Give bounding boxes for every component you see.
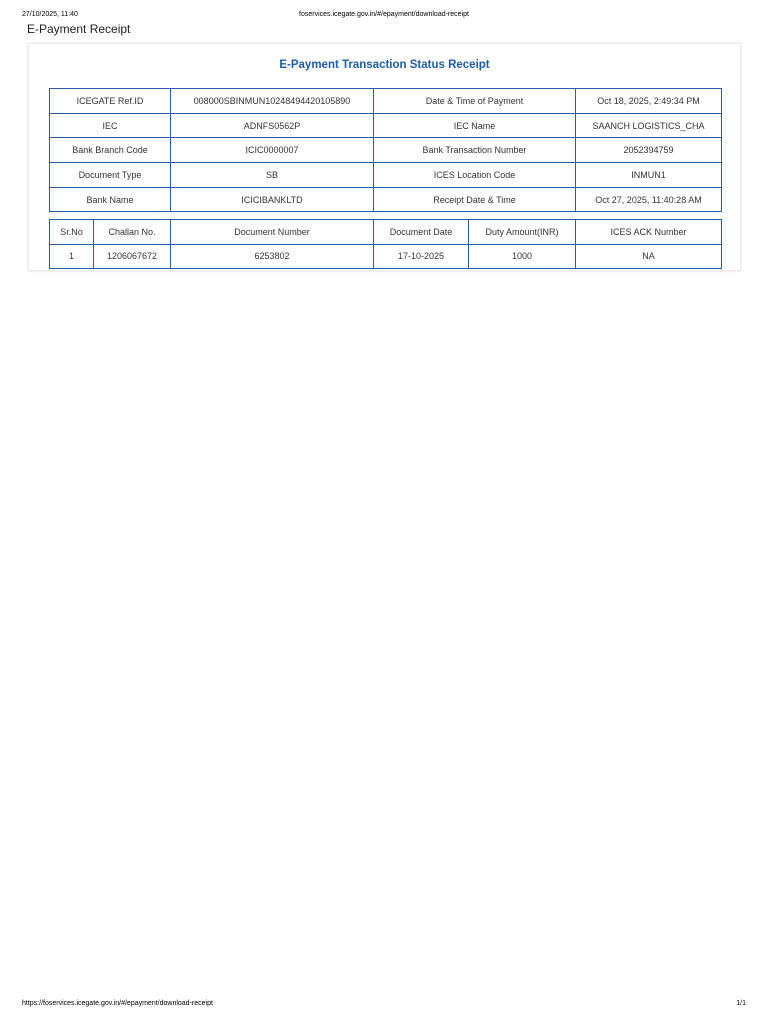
table-cell: NA (576, 244, 722, 269)
info-label: Receipt Date & Time (374, 187, 576, 212)
info-label: Bank Branch Code (50, 138, 171, 163)
column-header: Document Date (374, 220, 469, 245)
info-row (50, 89, 722, 114)
table-cell: 1206067672 (94, 244, 171, 269)
info-row (50, 187, 722, 212)
info-value: Oct 27, 2025, 11:40:28 AM (576, 187, 722, 212)
print-footer (22, 1000, 746, 1010)
transaction-table (49, 219, 722, 269)
receipt-card (28, 43, 741, 271)
print-footer-url: https://foservices.icegate.gov.in/#/epayment/download-receipt (22, 1000, 213, 1007)
info-row (50, 163, 722, 188)
info-label: Bank Transaction Number (374, 138, 576, 163)
table-cell: 17-10-2025 (374, 244, 469, 269)
print-header (22, 11, 746, 23)
page-title: E-Payment Receipt (27, 22, 131, 36)
info-value: ADNFS0562P (171, 113, 374, 138)
column-header: Duty Amount(INR) (469, 220, 576, 245)
info-row (50, 138, 722, 163)
print-datetime: 27/10/2025, 11:40 (22, 11, 78, 18)
info-value: 008000SBINMUN10248494420105890 (171, 89, 374, 114)
info-label: Document Type (50, 163, 171, 188)
column-header: ICES ACK Number (576, 220, 722, 245)
info-value: SAANCH LOGISTICS_CHA (576, 113, 722, 138)
info-value: INMUN1 (576, 163, 722, 188)
print-url: foservices.icegate.gov.in/#/epayment/download-receipt (299, 11, 469, 18)
page-number: 1/1 (736, 1000, 746, 1007)
column-header: Challan No. (94, 220, 171, 245)
table-cell: 1000 (469, 244, 576, 269)
transaction-header-row (50, 220, 722, 245)
info-label: IEC Name (374, 113, 576, 138)
column-header: Sr.No (50, 220, 94, 245)
info-label: Date & Time of Payment (374, 89, 576, 114)
receipt-info-table (49, 88, 722, 212)
info-label: IEC (50, 113, 171, 138)
table-row (50, 244, 722, 269)
table-cell: 1 (50, 244, 94, 269)
info-label: Bank Name (50, 187, 171, 212)
info-value: SB (171, 163, 374, 188)
info-label: ICES Location Code (374, 163, 576, 188)
info-row (50, 113, 722, 138)
info-value: 2052394759 (576, 138, 722, 163)
info-value: Oct 18, 2025, 2:49:34 PM (576, 89, 722, 114)
column-header: Document Number (171, 220, 374, 245)
receipt-title: E-Payment Transaction Status Receipt (279, 59, 490, 71)
info-value: ICIC0000007 (171, 138, 374, 163)
info-label: ICEGATE Ref.ID (50, 89, 171, 114)
table-cell: 6253802 (171, 244, 374, 269)
info-value: ICICIBANKLTD (171, 187, 374, 212)
